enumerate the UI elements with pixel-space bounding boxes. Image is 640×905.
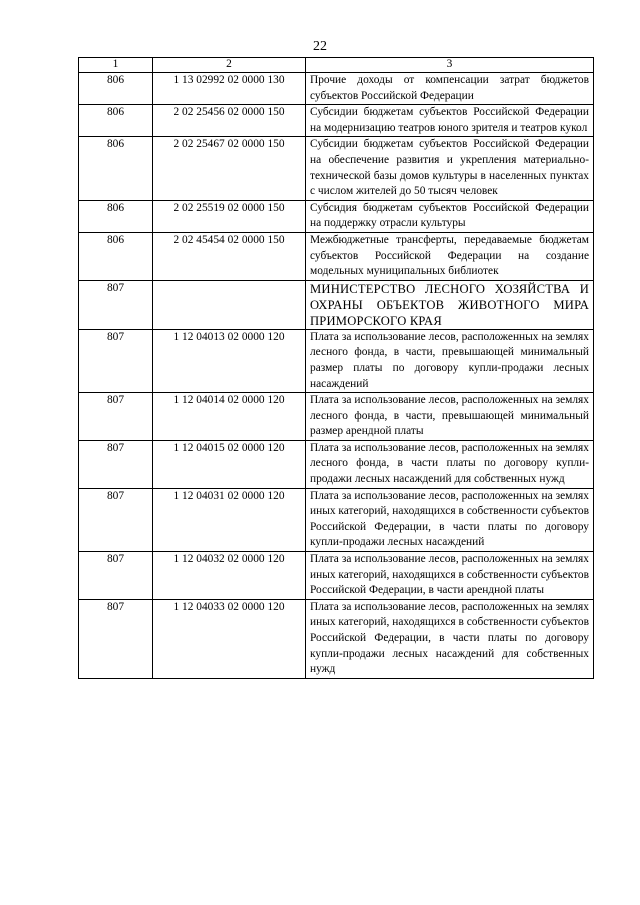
- column-number-3: 3: [306, 58, 594, 73]
- administrator-code-cell: 807: [79, 393, 153, 441]
- administrator-code-cell: 807: [79, 280, 153, 329]
- administrator-code-cell: 806: [79, 73, 153, 105]
- column-number-row: [79, 58, 594, 73]
- administrator-code-cell: 807: [79, 329, 153, 392]
- budget-classification-code-cell: 1 12 04032 02 0000 120: [153, 552, 306, 600]
- administrator-code-cell: 806: [79, 232, 153, 280]
- administrator-code-cell: 807: [79, 599, 153, 678]
- budget-classification-code-cell: 1 12 04014 02 0000 120: [153, 393, 306, 441]
- revenue-name-cell: Плата за использование лесов, расположенных на землях иных категорий, находящихся в собственности субъектов Российской Федерации, в части арендной платы: [306, 552, 594, 600]
- budget-classification-code-cell: 2 02 45454 02 0000 150: [153, 232, 306, 280]
- budget-classification-code-cell: 2 02 25467 02 0000 150: [153, 137, 306, 200]
- budget-classification-code-cell: 1 12 04031 02 0000 120: [153, 488, 306, 551]
- table-row: [79, 137, 594, 200]
- table-row: [79, 393, 594, 441]
- revenue-name-cell: Субсидии бюджетам субъектов Российской Федерации на обеспечение развития и укрепления материально-технической базы домов культуры в населенных пунктах с числом жителей до 50 тысяч человек: [306, 137, 594, 200]
- revenue-name-cell: Плата за использование лесов, расположенных на землях лесного фонда, в части платы по договору купли-продажи лесных насаждений для собственных нужд: [306, 440, 594, 488]
- administrator-code-cell: 806: [79, 105, 153, 137]
- budget-classification-code-cell: 1 12 04013 02 0000 120: [153, 329, 306, 392]
- revenue-name-cell: Субсидия бюджетам субъектов Российской Федерации на поддержку отрасли культуры: [306, 200, 594, 232]
- table-row: [79, 73, 594, 105]
- table-row: [79, 488, 594, 551]
- administrator-code-cell: 807: [79, 488, 153, 551]
- table-row: [79, 440, 594, 488]
- table-row: [79, 599, 594, 678]
- budget-classification-code-cell: 1 12 04015 02 0000 120: [153, 440, 306, 488]
- table-row: [79, 552, 594, 600]
- revenue-name-cell: Плата за использование лесов, расположенных на землях лесного фонда, в части, превышающей минимальный размер платы по договору купли-продажи лесных насаждений: [306, 329, 594, 392]
- budget-classification-code-cell: [153, 280, 306, 329]
- revenue-name-cell: Плата за использование лесов, расположенных на землях иных категорий, находящихся в собственности субъектов Российской Федерации, в части платы по договору купли-продажи лесных насаждений для собственных нужд: [306, 599, 594, 678]
- budget-classification-code-cell: 2 02 25456 02 0000 150: [153, 105, 306, 137]
- budget-classification-code-cell: 1 13 02992 02 0000 130: [153, 73, 306, 105]
- revenue-name-cell: Межбюджетные трансферты, передаваемые бюджетам субъектов Российской Федерации на создание модельных муниципальных библиотек: [306, 232, 594, 280]
- revenue-codes-table: [78, 57, 594, 679]
- budget-classification-code-cell: 2 02 25519 02 0000 150: [153, 200, 306, 232]
- administrator-code-cell: 806: [79, 137, 153, 200]
- column-number-1: 1: [79, 58, 153, 73]
- table-body: [79, 73, 594, 679]
- ministry-name-cell: МИНИСТЕРСТВО ЛЕСНОГО ХОЗЯЙСТВА И ОХРАНЫ ОБЪЕКТОВ ЖИВОТНОГО МИРА ПРИМОРСКОГО КРАЯ: [306, 280, 594, 329]
- table-row: [79, 105, 594, 137]
- column-number-2: 2: [153, 58, 306, 73]
- revenue-name-cell: Прочие доходы от компенсации затрат бюджетов субъектов Российской Федерации: [306, 73, 594, 105]
- table-row: [79, 232, 594, 280]
- administrator-code-cell: 807: [79, 440, 153, 488]
- revenue-name-cell: Плата за использование лесов, расположенных на землях иных категорий, находящихся в собственности субъектов Российской Федерации, в части платы по договору купли-продажи лесных насаждений: [306, 488, 594, 551]
- page-number: 22: [313, 39, 327, 54]
- ministry-header-row: [79, 280, 594, 329]
- revenue-name-cell: Плата за использование лесов, расположенных на землях лесного фонда, в части, превышающей минимальный размер арендной платы: [306, 393, 594, 441]
- administrator-code-cell: 806: [79, 200, 153, 232]
- revenue-name-cell: Субсидии бюджетам субъектов Российской Федерации на модернизацию театров юного зрителя и театров кукол: [306, 105, 594, 137]
- budget-classification-code-cell: 1 12 04033 02 0000 120: [153, 599, 306, 678]
- administrator-code-cell: 807: [79, 552, 153, 600]
- table-row: [79, 329, 594, 392]
- table-row: [79, 200, 594, 232]
